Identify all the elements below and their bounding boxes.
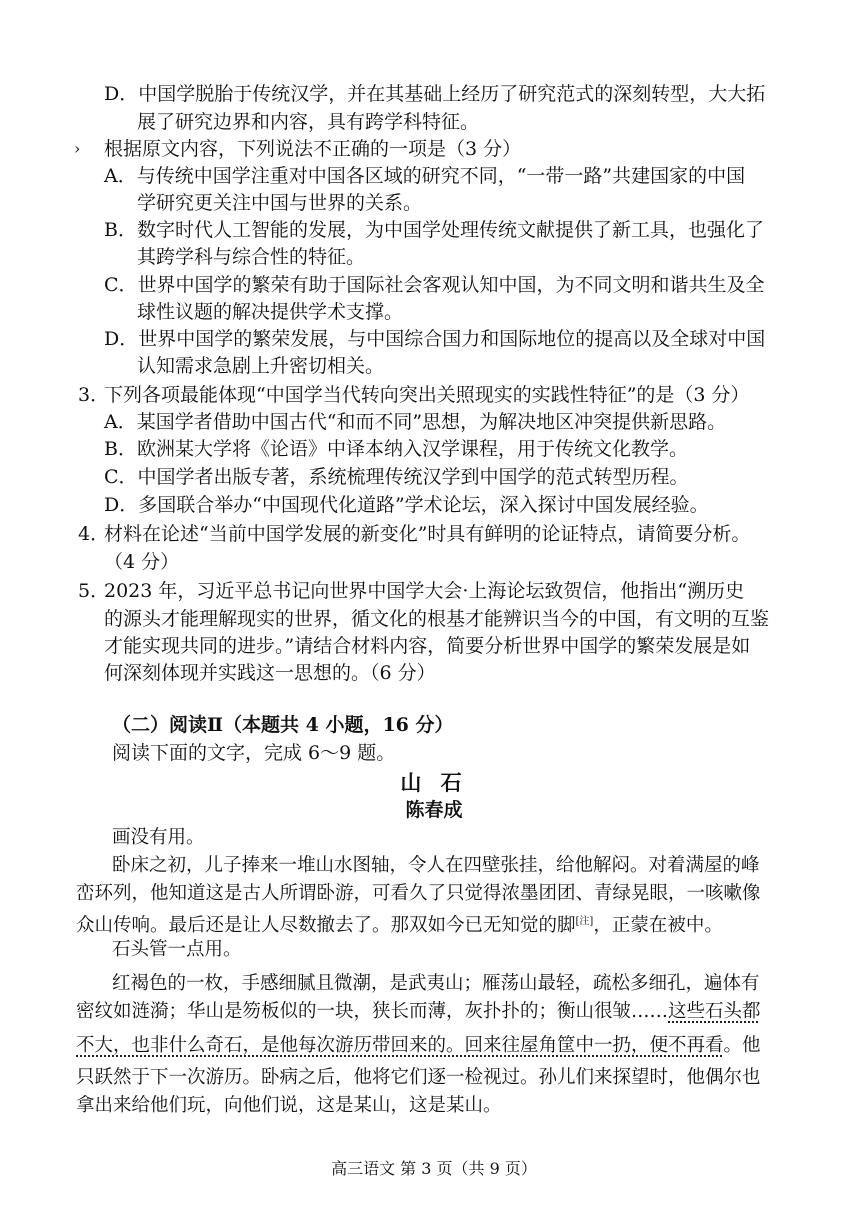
q4-number: 4． (78, 523, 110, 545)
story-p2-line3b: ，正蒙在被中。 (593, 915, 723, 937)
story-p4-line2a: 密纹如涟漪；华山是笏板似的一块，狭长而薄，灰扑扑的；衡山很皱…… (76, 1001, 669, 1022)
story-author: 陈春成 (405, 799, 463, 821)
story-p2-line1: 卧床之初，儿子捧来一堆山水图轴，令人在四壁张挂，给他解闷。对着满屋的峰 (112, 855, 760, 876)
q3-number: 3． (78, 384, 110, 406)
emphasized-text: 这些石头都 (668, 1001, 761, 1022)
q2-option-a-line2: 学研究更关注中国与世界的关系。 (137, 192, 423, 214)
q3-option-d: D．多国联合举办“中国现代化道路”学术论坛，深入探讨中国发展经验。 (104, 494, 709, 516)
story-p4-line3 (76, 1034, 761, 1058)
q2-option-a-line1: A．与传统中国学注重对中国各区域的研究不同，“一带一路”共建国家的中国 (104, 165, 746, 187)
q4-line1: 材料在论述“当前中国学发展的新变化”时具有鲜明的论证特点，请简要分析。 (104, 523, 751, 545)
section-instruction: 阅读下面的文字，完成 6～9 题。 (112, 742, 396, 764)
emphasized-text: 不大，也非什么奇石，是他每次游历带回来的。回来往屋角筐中一扔，便不再看 (76, 1035, 724, 1056)
story-p2-line3a: 众山传响。最后还是让人尽数撤去了。那双如今已无知觉的脚 (76, 915, 576, 937)
footnote-marker: [注] (575, 916, 594, 927)
q4-row (78, 522, 750, 546)
q2-stem: 根据原文内容，下列说法不正确的一项是（3 分） (104, 138, 522, 160)
q3-stem-row (78, 383, 750, 407)
q3-option-c: C．中国学者出版专著，系统梳理传统汉学到中国学的范式转型历程。 (104, 466, 689, 488)
story-p2-line2: 峦环列，他知道这是古人所谓卧游，可看久了只觉得浓墨团团、青绿晃眼，一咳嗽像 (76, 883, 761, 904)
q2-option-b-line2: 其跨学科与综合性的特征。 (137, 246, 366, 268)
q1-option-d-line1: D．中国学脱胎于传统汉学，并在其基础上经历了研究范式的深刻转型，大大拓 (104, 83, 766, 105)
q3-option-a: A．某国学者借助中国古代“和而不同”思想，为解决地区冲突提供新思路。 (104, 411, 727, 433)
q2-option-c-line1: C．世界中国学的繁荣有助于国际社会客观认知中国，为不同文明和谐共生及全 (104, 274, 765, 296)
scan-mark: › (74, 139, 81, 158)
story-p4-line5: 拿出来给他们玩，向他们说，这是某山，这是某山。 (76, 1095, 502, 1116)
q3-option-b: B．欧洲某大学将《论语》中译本纳入汉学课程，用于传统文化教学。 (104, 438, 688, 460)
story-title: 山 石 (400, 770, 468, 795)
story-p4-line1: 红褐色的一枚，手感细腻且微潮，是武夷山；雁荡山最轻，疏松多细孔，遍体有 (112, 973, 760, 994)
story-p4-line4: 只跃然于下一次游历。卧病之后，他将它们逐一检视过。孙儿们来探望时，他偶尔也 (76, 1067, 761, 1088)
story-p2-line3 (76, 910, 723, 938)
story-p3: 石头管一点用。 (112, 939, 242, 960)
q5-number: 5． (78, 580, 110, 602)
q5-line3: 才能实现共同的进步。”请结合材料内容，简要分析世界中国学的繁荣发展是如 (104, 635, 751, 657)
q5-line2: 的源头才能理解现实的世界，循文化的根基才能辨识当今的中国，有文明的互鉴 (104, 608, 770, 630)
q2-option-d-line2: 认知需求急剧上升密切相关。 (137, 355, 385, 377)
section-heading: （二）阅读Ⅱ（本题共 4 小题，16 分） (112, 714, 454, 736)
story-p4-line3b: 。他 (723, 1035, 761, 1056)
q2-option-c-line2: 球性议题的解决提供学术支撑。 (137, 301, 404, 323)
q5-row (78, 579, 744, 603)
q4-line2: （4 分） (104, 551, 180, 573)
q2-option-d-line1: D．世界中国学的繁荣发展，与中国综合国力和国际地位的提高以及全球对中国 (104, 328, 766, 350)
q1-option-d-line2: 展了研究边界和内容，具有跨学科特征。 (137, 111, 480, 133)
story-p4-line2 (76, 1000, 761, 1024)
q5-line1: 2023 年，习近平总书记向世界中国学大会·上海论坛致贺信，他指出“溯历史 (104, 580, 745, 602)
q2-option-b-line1: B．数字时代人工智能的发展，为中国学处理传统文献提供了新工具，也强化了 (104, 219, 764, 241)
page-footer: 高三语文 第 3 页（共 9 页） (331, 1159, 537, 1178)
q3-stem: 下列各项最能体现“中国学当代转向突出关照现实的实践性特征”的是（3 分） (104, 384, 750, 406)
q5-line4: 何深刻体现并实践这一思想的。（6 分） (104, 662, 436, 684)
story-p1: 画没有用。 (112, 827, 205, 848)
